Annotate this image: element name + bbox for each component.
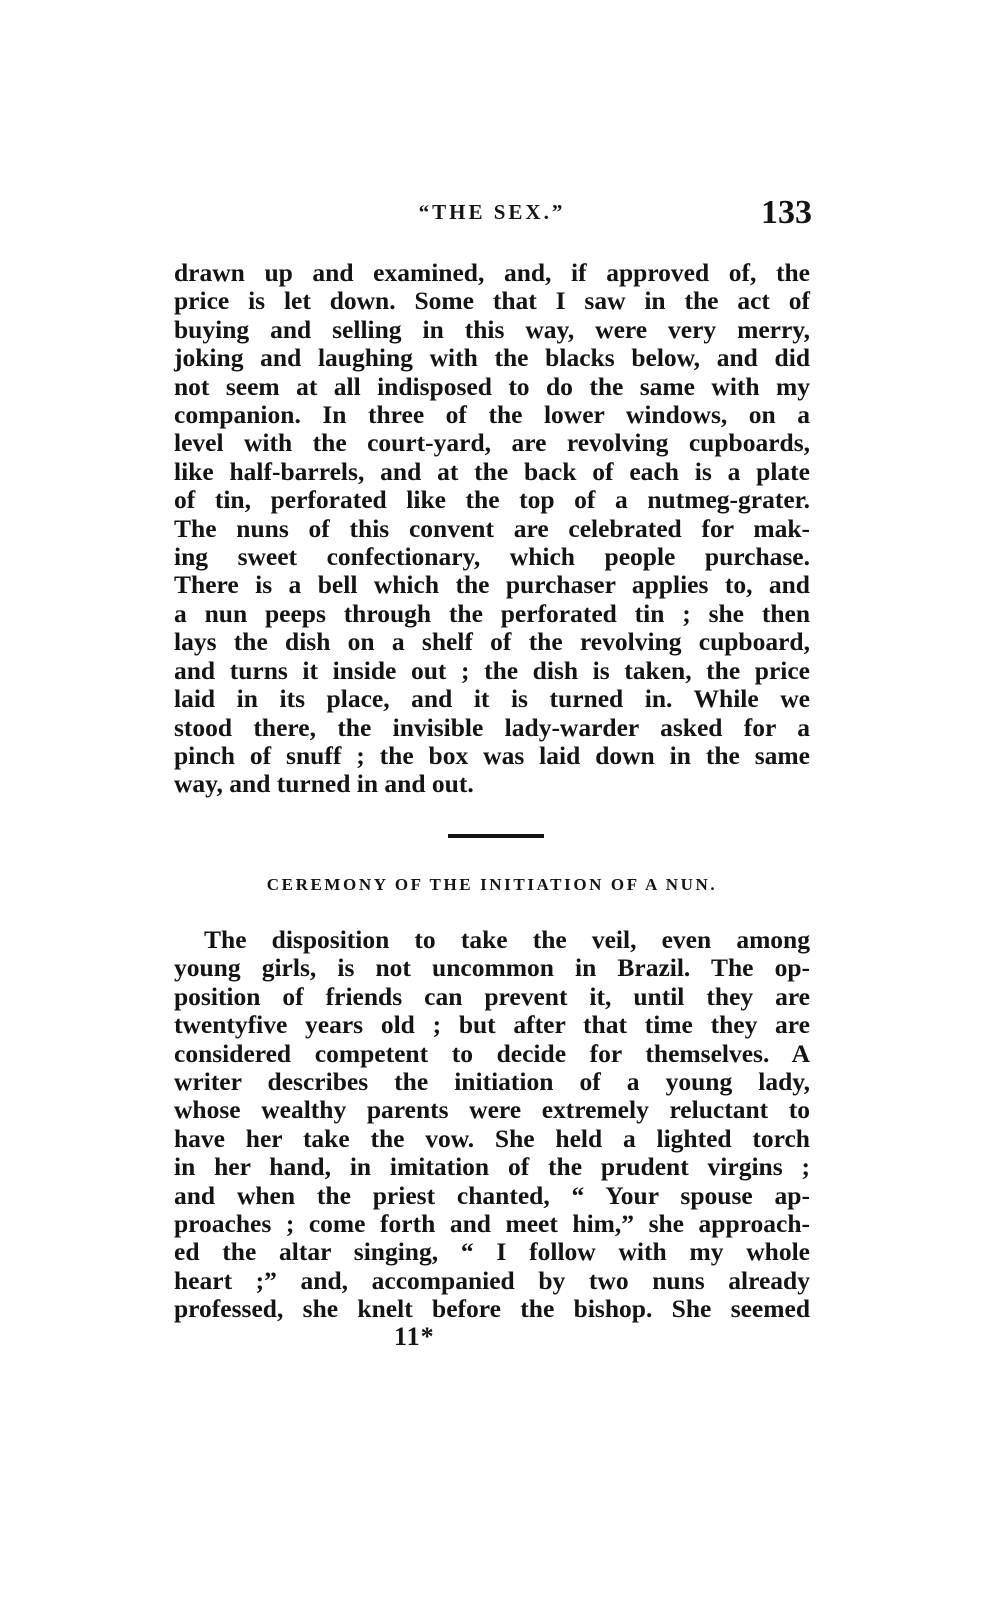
text-line: drawn up and examined, and, if approved of, the <box>174 258 810 287</box>
section-heading: CEREMONY OF THE INITIATION OF A NUN. <box>266 875 718 894</box>
text-line: buying and selling in this way, were very merry, <box>174 314 810 344</box>
text-line: The disposition to take the veil, even among <box>204 925 810 954</box>
body-paragraph-2 <box>174 926 810 1324</box>
text-line: and when the priest chanted, “ Your spouse ap- <box>174 1180 810 1210</box>
text-line: position of friends can prevent it, until they are <box>174 981 810 1011</box>
text-line: pinch of snuff ; the box was laid down in the same <box>174 740 810 770</box>
text-line: ing sweet confectionary, which people purchase. <box>174 542 810 572</box>
text-line: a nun peeps through the perforated tin ; she then <box>174 598 810 628</box>
text-line: There is a bell which the purchaser applies to, and <box>174 570 810 600</box>
text-line: laid in its place, and it is turned in. While we <box>174 684 810 714</box>
text-line: writer describes the initiation of a young lady, <box>174 1067 810 1097</box>
text-line: heart ;” and, accompanied by two nuns already <box>174 1265 810 1295</box>
text-line: joking and laughing with the blacks below, and did <box>174 343 810 373</box>
running-head-title: “THE SEX.” <box>418 200 566 224</box>
text-line: companion. In three of the lower windows, on a <box>174 400 810 430</box>
text-line: stood there, the invisible lady-warder asked for a <box>174 712 810 742</box>
text-line: whose wealthy parents were extremely reluctant to <box>174 1095 810 1125</box>
page-number: 133 <box>761 194 812 231</box>
text-line: have her take the vow. She held a lighted torch <box>174 1123 810 1153</box>
text-line: and turns it inside out ; the dish is taken, the price <box>174 655 810 685</box>
text-line: The nuns of this convent are celebrated for mak- <box>174 513 810 543</box>
signature-mark: 11* <box>394 1322 435 1351</box>
text-line: ed the altar singing, “ I follow with my whole <box>174 1237 810 1267</box>
text-line: price is let down. Some that I saw in the act of <box>174 286 810 316</box>
text-line: lays the dish on a shelf of the revolving cupboard, <box>174 627 810 657</box>
body-paragraph-1 <box>174 259 810 799</box>
section-divider <box>448 834 544 838</box>
text-line: of tin, perforated like the top of a nutmeg-grater. <box>174 485 810 515</box>
text-line: twentyfive years old ; but after that time they are <box>174 1010 810 1040</box>
text-line: in her hand, in imitation of the prudent virgins ; <box>174 1152 810 1182</box>
text-line: professed, she knelt before the bishop. She seemed <box>174 1294 810 1324</box>
text-line: not seem at all indisposed to do the same with my <box>174 371 810 401</box>
text-line: way, and turned in and out. <box>174 769 474 799</box>
text-line: like half-barrels, and at the back of each is a plate <box>174 456 810 486</box>
text-line: young girls, is not uncommon in Brazil. The op- <box>174 953 810 983</box>
text-line: level with the court-yard, are revolving cupboards, <box>174 428 810 458</box>
text-line: proaches ; come forth and meet him,” she approach- <box>174 1209 810 1239</box>
text-line: considered competent to decide for themselves. A <box>174 1038 810 1068</box>
running-head <box>172 194 812 238</box>
